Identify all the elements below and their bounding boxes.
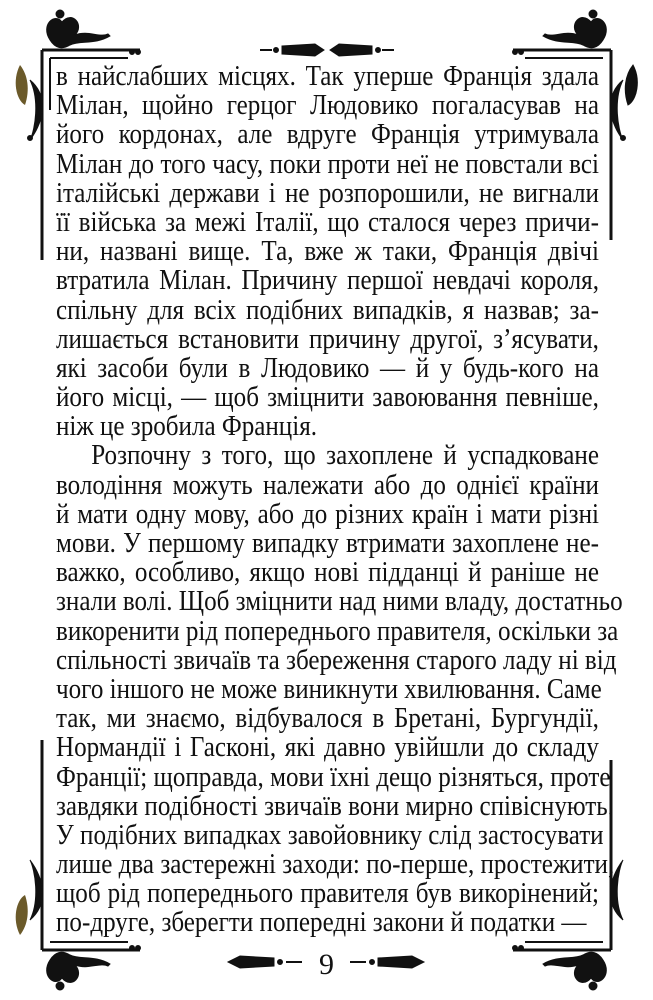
top-center-ornament: [260, 44, 394, 56]
text-line: завдяки подібності звичаїв вони мирно співіснують.: [56, 790, 614, 822]
text-line: по-друге, зберегти попередні закони й податки —: [56, 907, 587, 939]
text-line: Франції; щоправда, мови їхні дещо різняться, проте: [56, 761, 611, 793]
page-number: 9: [319, 948, 334, 981]
text-line: важко, особливо, якщо нові підданці й раніше не: [56, 557, 599, 589]
text-line: Розпочну з того, що захоплене й успадковане: [91, 440, 599, 472]
text-line: й мати одну мову, або до різних країн і мати різні: [56, 498, 599, 530]
text-line: її війська за межі Італії, що сталося через причи-: [56, 206, 599, 238]
text-line: викоренити рід попереднього правителя, оскільки за: [56, 615, 619, 647]
text-line: знали волі. Щоб зміцнити над ними владу, достатньо: [56, 586, 623, 618]
text-line: спільності звичаїв та збереження старого ладу ні від: [56, 644, 617, 676]
text-line: лишається встановити причину другої, з’ясувати,: [56, 323, 599, 355]
text-line: спільну для всіх подібних випадків, я назвав; за-: [56, 294, 599, 326]
text-line: італійські держави і не розпорошили, не вигнали: [56, 177, 599, 209]
text-line: які засоби були в Людовико — й у будь-кого на: [56, 352, 599, 384]
body-text: [56, 61, 623, 939]
text-line: володіння можуть належати або до однієї країни: [56, 469, 599, 501]
text-line: в найслабших місцях. Так уперше Франція здала: [56, 61, 599, 92]
text-line: ни, названі вище. Та, вже ж таки, Франція двічі: [56, 236, 599, 268]
text-line: Мілан до того часу, поки проти неї не повстали всі: [56, 148, 599, 180]
text-line: У подібних випадках завойовнику слід застосувати: [56, 819, 604, 851]
text-line: Нормандії і Гасконі, які давно увійшли до складу: [56, 732, 599, 764]
text-line: чого іншого не може виникнути хвилювання. Саме: [56, 673, 602, 705]
text-line: лише два застережні заходи: по-перше, простежити,: [56, 849, 615, 881]
text-line: втратила Мілан. Причину першої невдачі короля,: [56, 265, 599, 297]
text-line: його місці, — щоб зміцнити завоювання певніше,: [56, 382, 599, 414]
text-line: його кордонах, але вдруге Франція утримувала: [56, 119, 599, 151]
text-line: ніж це зробила Франція.: [56, 411, 318, 443]
text-line: Мілан, щойно герцог Людовико погаласував на: [56, 90, 599, 122]
text-line: мови. У першому випадку втримати захоплене не-: [56, 528, 599, 559]
text-line: щоб рід попереднього правителя був викорінений;: [56, 878, 599, 910]
text-line: так, ми знаємо, відбувалося в Бретані, Бургундії,: [56, 703, 599, 735]
